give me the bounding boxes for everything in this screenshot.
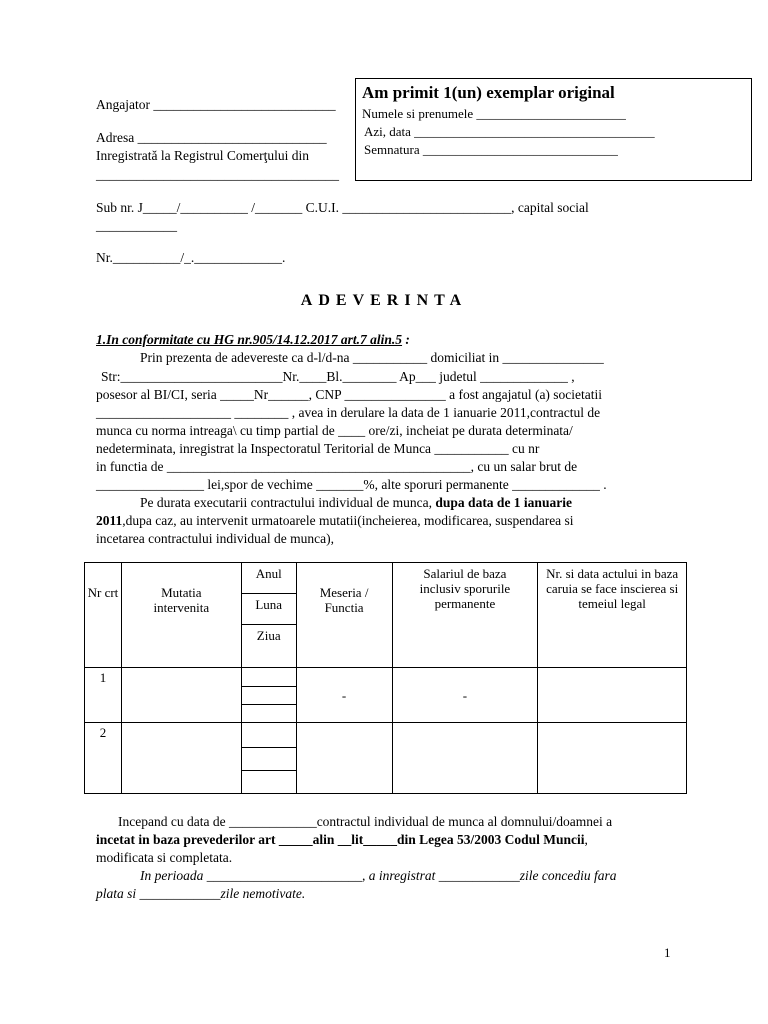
para2-line-1: [140, 495, 572, 511]
section-heading-suffix: :: [402, 332, 410, 347]
row-2-act: [538, 723, 687, 794]
row-1-nr: 1: [85, 668, 122, 723]
receipt-title: Am primit 1(un) exemplar original: [362, 83, 615, 102]
body-line-7: in functia de _____________________________________________, cu un salar brut de: [96, 459, 578, 474]
registru-line: ____________________________________: [96, 167, 339, 182]
section-heading-text: 1.In conformitate cu HG nr.905/14.12.2017 art.7 alin.5: [96, 332, 403, 347]
header-meseria: Meseria / Functia: [296, 563, 392, 668]
para2-line-3: incetarea contractului individual de munca),: [96, 531, 335, 546]
receipt-date: Azi, data _____________________________________: [364, 124, 655, 139]
header-act: Nr. si data actului in baza caruia se face inscierea si temeiul legal: [538, 563, 687, 668]
header-salariul: Salariul de baza inclusiv sporurile permanente: [392, 563, 538, 668]
body-line-5: munca cu norma intreaga\ cu timp partial de ____ ore/zi, incheiat pe durata determinata/: [96, 423, 573, 438]
row-1-luna: [241, 687, 296, 705]
sub-nr-line: Sub nr. J_____/__________ /_______ C.U.I. _________________________, capital social: [96, 200, 589, 215]
body-line-3: posesor al BI/CI, seria _____Nr______, CNP _______________ a fost angajatul (a) societatii: [96, 387, 603, 402]
body-line-1: Prin prezenta de adevereste ca d-l/d-na ___________ domiciliat in _______________: [140, 350, 604, 365]
row-1-ziua: [241, 705, 296, 723]
body-line-2: Str:________________________Nr.____Bl.________ Ap___ judetul _____________ ,: [101, 369, 575, 384]
row-2-salariul: [392, 723, 538, 794]
receipt-box: [355, 78, 752, 181]
footer-line-2: [96, 832, 588, 848]
row-2-luna: [241, 748, 296, 771]
footer-line-2-rest: ,: [584, 832, 588, 847]
header-nr: Nr crt: [85, 563, 122, 668]
row-2-nr: 2: [85, 723, 122, 794]
footer-line-3: modificata si completata.: [96, 850, 233, 865]
header-anul: Anul: [241, 563, 296, 594]
row-2-mutatia: [121, 723, 241, 794]
receipt-signature: Semnatura ______________________________: [364, 142, 618, 157]
para2-d: ,dupa caz, au intervenit urmatoarele mutatii(incheierea, modificarea, suspendarea si: [122, 513, 574, 528]
receipt-name: Numele si prenumele _______________________: [362, 106, 626, 121]
nr-line: Nr.__________/_._____________.: [96, 250, 286, 265]
para2-line-2: [96, 513, 574, 529]
row-2-anul: [241, 723, 296, 748]
footer-line-2-bold: incetat in baza prevederilor art _____alin __lit_____din Legea 53/2003 Codul Muncii: [96, 832, 585, 847]
row-2-meseria: [296, 723, 392, 794]
adresa-field: Adresa ____________________________: [96, 130, 327, 145]
footer-line-1: Incepand cu data de _____________contractul individual de munca al domnului/doamnei a: [118, 814, 613, 829]
row-1-act: [538, 668, 687, 723]
para2-a: Pe durata executarii contractului individual de munca,: [140, 495, 433, 510]
row-1-mutatia: [121, 668, 241, 723]
angajator-field: Angajator ___________________________: [96, 97, 336, 112]
footer-line-4: In perioada _______________________, a inregistrat ____________zile concediu fara: [140, 868, 617, 883]
header-ziua: Ziua: [241, 625, 296, 668]
header-mutatia: Mutatia intervenita: [121, 563, 241, 668]
para2-c: 2011: [96, 513, 123, 528]
para2-b: dupa data de 1 ianuarie: [432, 495, 572, 510]
row-1-meseria: -: [296, 668, 392, 723]
row-2-ziua: [241, 771, 296, 794]
body-line-8: ________________ lei,spor de vechime _______%, alte sporuri permanente _____________ .: [96, 477, 607, 492]
header-luna: Luna: [241, 594, 296, 625]
row-1-salariul: -: [392, 668, 538, 723]
page-number: 1: [664, 945, 671, 960]
row-1-anul: [241, 668, 296, 687]
section-heading: [96, 332, 410, 348]
registru-label: Inregistrată la Registrul Comerţului din: [96, 148, 309, 163]
document-title: ADEVERINTA: [300, 292, 468, 309]
mutations-table: [84, 562, 687, 794]
body-line-6: nedeterminata, inregistrat la Inspectoratul Teritorial de Munca ___________ cu nr: [96, 441, 540, 456]
footer-line-5: plata si ____________zile nemotivate.: [96, 886, 306, 901]
body-line-4: ____________________ ________ , avea in derulare la data de 1 ianuarie 2011,contractul de: [96, 405, 601, 420]
capital-line: ____________: [96, 218, 177, 233]
